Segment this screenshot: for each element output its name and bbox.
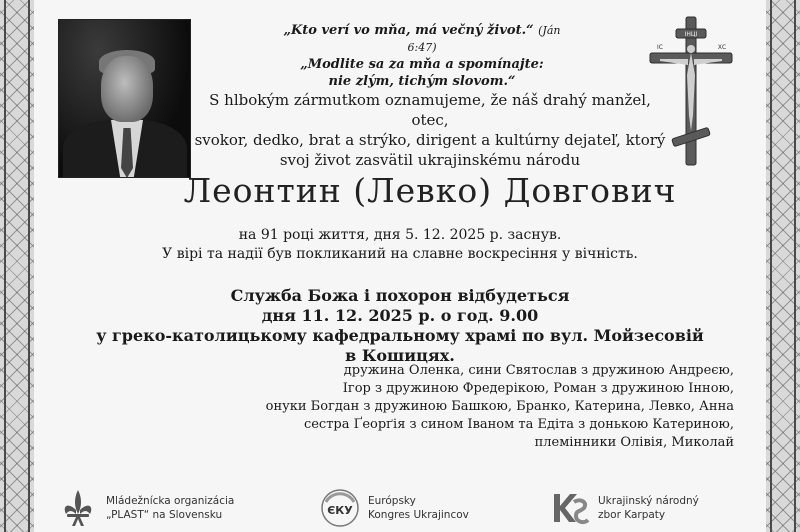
org-karpaty-line-1: Ukrajinský národný (598, 495, 699, 507)
org-karpaty (550, 488, 699, 528)
org-plast-line-2: „PLAST“ na Slovensku (106, 509, 223, 521)
funeral-line-3: у греко-католицькому кафедральному храмі по вул. Мойзесовій в Кошицях. (96, 326, 704, 365)
org-eku-line-2: Kongres Ukrajincov (368, 509, 469, 521)
verse-line-3: nie zlým, tichým slovom.“ (328, 74, 516, 89)
org-plast-line-1: Mládežnícka organizácia (106, 495, 235, 507)
bible-verse (272, 22, 572, 90)
orthodox-cross-icon (646, 15, 736, 167)
intro-line-3: svoj život zasvätil ukrajinskému národu (279, 151, 581, 169)
family-line: онуки Богдан з дружиною Башкою, Бранко, Катерина, Левко, Анна (265, 399, 734, 414)
org-plast (58, 488, 234, 528)
verse-line-1: „Kto verí vo mňa, má večný život.“ (283, 23, 534, 38)
cross-top-inscription: ІНЦІ (684, 31, 698, 38)
cross-right-inscription: ХС (717, 44, 727, 51)
announcement-intro (190, 90, 670, 170)
karpaty-logo-icon (550, 488, 590, 528)
eku-logo-icon (320, 488, 360, 528)
family-line: сестра Ґеорґія з сином Іваном та Едіта з донькою Катериною, (303, 417, 734, 432)
funeral-line-1: Служба Божа і похорон відбудеться (230, 286, 570, 305)
right-ornamental-border (766, 0, 800, 532)
portrait-photo (58, 19, 191, 178)
deceased-name: Леонтин (Левко) Довгович (183, 171, 677, 210)
family-line: дружина Оленка, сини Святослав з дружиною Андреєю, (343, 363, 734, 378)
verse-line-2: „Modlite sa za mňa a spomínajte: (300, 57, 544, 72)
org-karpaty-line-2: zbor Karpaty (598, 509, 666, 521)
org-eku (320, 488, 469, 528)
intro-line-1: S hlbokým zármutkom oznamujeme, že náš drahý manžel, otec, (209, 91, 651, 129)
eku-logo-text: ЄКУ (327, 504, 353, 517)
plast-lily-icon (58, 488, 98, 528)
death-line-2: У вірі та надії був покликаний на славне воскресіння у вічність. (162, 246, 638, 262)
family-line: Ігор з дружиною Фредерікою, Роман з дружиною Інною, (342, 381, 734, 396)
death-line-1: на 91 році життя, дня 5. 12. 2025 р. заснув. (238, 227, 562, 243)
verse-reference: (Ján 6:47) (407, 24, 561, 54)
intro-line-2: svokor, dedko, brat a strýko, dirigent a kultúrny dejateľ, ktorý (194, 131, 666, 149)
left-ornamental-border (0, 0, 34, 532)
funeral-line-2: дня 11. 12. 2025 р. о год. 9.00 (261, 306, 539, 325)
cross-left-inscription: ІС (657, 44, 663, 51)
org-eku-line-1: Európsky (368, 495, 416, 507)
family-line: племінники Олівія, Миколай (534, 435, 734, 450)
